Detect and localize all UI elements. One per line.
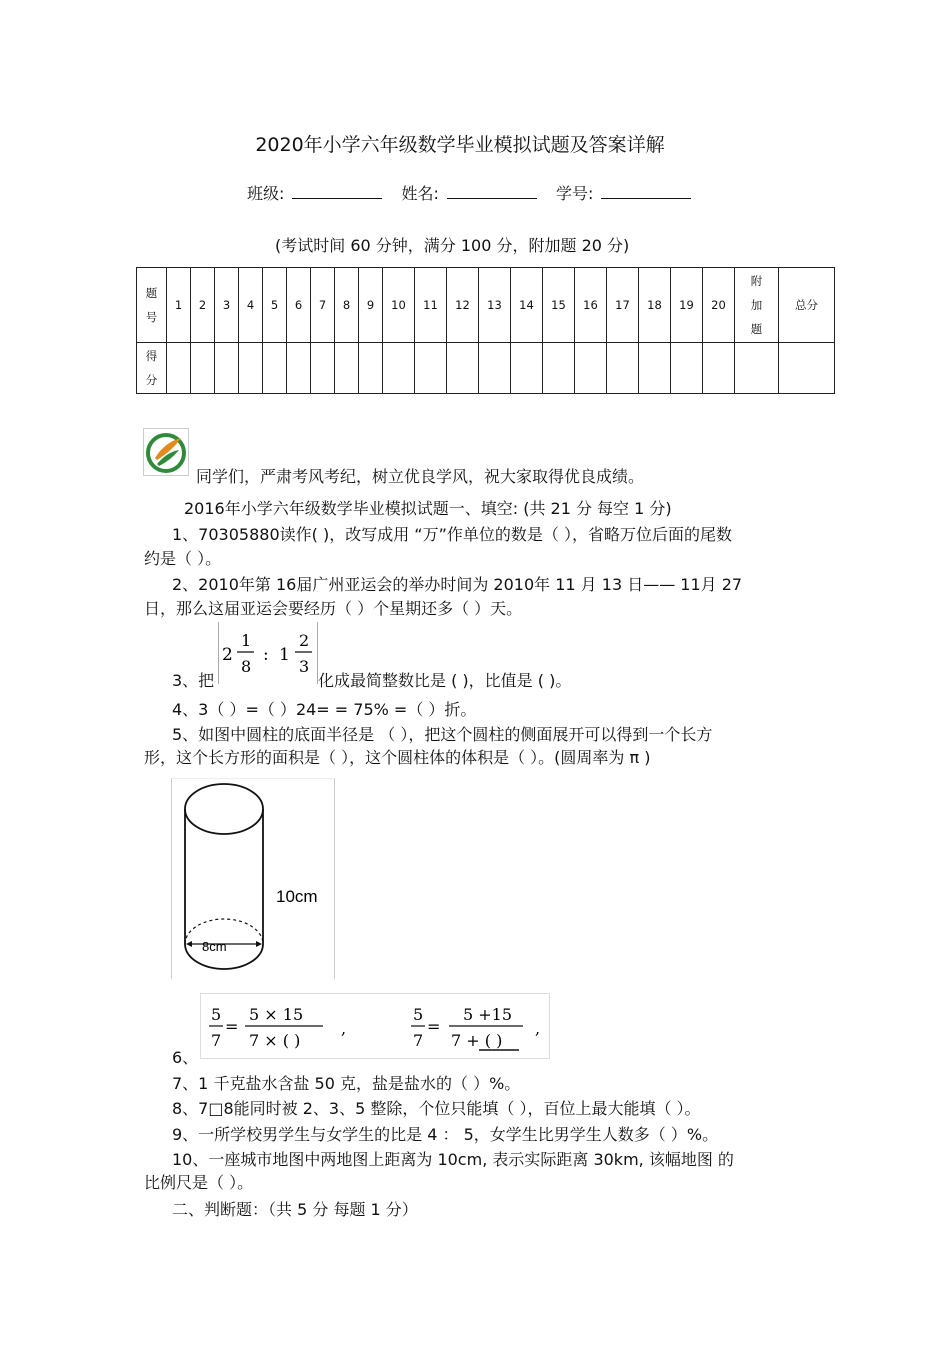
ratio-denominator-1: 8 bbox=[241, 657, 252, 676]
equation-figure bbox=[200, 993, 550, 1059]
height-label: 10cm bbox=[276, 887, 318, 906]
question-number-cell: 15 bbox=[543, 268, 575, 343]
score-table bbox=[136, 267, 835, 394]
eq2-lhs-numerator: 5 bbox=[413, 1005, 424, 1024]
question-number-cell: 10 bbox=[383, 268, 415, 343]
question-number-cell: 20 bbox=[703, 268, 735, 343]
eq2-equals: = bbox=[427, 1017, 441, 1036]
score-cell[interactable] bbox=[511, 343, 543, 394]
question-10-line-2: 比例尺是（ ）。 bbox=[144, 1173, 254, 1192]
name-blank[interactable] bbox=[447, 184, 537, 199]
diameter-label: 8cm bbox=[202, 939, 227, 954]
score-cell[interactable] bbox=[263, 343, 287, 394]
score-cell[interactable] bbox=[575, 343, 607, 394]
score-cell[interactable] bbox=[383, 343, 415, 394]
eq1-equals: = bbox=[225, 1017, 239, 1036]
intro-text: 同学们，严肃考风考纪，树立优良学风，祝大家取得优良成绩。 bbox=[196, 467, 645, 486]
cylinder-figure bbox=[171, 778, 335, 979]
score-cell[interactable] bbox=[703, 343, 735, 394]
question-number-cell: 14 bbox=[511, 268, 543, 343]
question-number-cell: 1 bbox=[167, 268, 191, 343]
question-3-prefix: 3、把 bbox=[172, 671, 215, 690]
logo-icon bbox=[143, 428, 189, 476]
score-cell[interactable] bbox=[191, 343, 215, 394]
question-4: 4、3（ ）=（ ）24= = 75% =（ ）折。 bbox=[172, 700, 477, 719]
class-label: 班级: bbox=[247, 184, 285, 203]
question-number-cell: 17 bbox=[607, 268, 639, 343]
name-label: 姓名: bbox=[401, 184, 439, 203]
diameter-arrow-left bbox=[186, 941, 192, 947]
score-cell[interactable] bbox=[287, 343, 311, 394]
score-cell[interactable] bbox=[311, 343, 335, 394]
score-cell[interactable] bbox=[215, 343, 239, 394]
total-header: 总分 bbox=[779, 268, 835, 343]
score-cell[interactable] bbox=[447, 343, 479, 394]
total-score-cell[interactable] bbox=[779, 343, 835, 394]
question-number-cell: 18 bbox=[639, 268, 671, 343]
question-9: 9、一所学校男学生与女学生的比是 4 ： 5，女学生比男学生人数多（ ）%。 bbox=[172, 1125, 719, 1144]
question-6: 6、 bbox=[172, 1048, 199, 1067]
question-1-line-2: 约是（ ）。 bbox=[144, 549, 222, 568]
extra-score-cell[interactable] bbox=[735, 343, 779, 394]
eq1-lhs-denominator: 7 bbox=[211, 1031, 222, 1050]
student-info bbox=[247, 181, 705, 204]
question-number-cell: 11 bbox=[415, 268, 447, 343]
score-cell[interactable] bbox=[359, 343, 383, 394]
score-cell[interactable] bbox=[607, 343, 639, 394]
question-3-suffix: 化成最简整数比是 ( )，比值是 ( )。 bbox=[318, 671, 572, 690]
eq2-rhs-numerator: 5 +15 bbox=[463, 1005, 513, 1024]
diameter-arrow-right bbox=[256, 941, 262, 947]
ratio-denominator-2: 3 bbox=[299, 657, 310, 676]
score-cell[interactable] bbox=[167, 343, 191, 394]
question-5-line-2: 形，这个长方形的面积是（ ），这个圆柱体的体积是（ ）。(圆周率为 π ) bbox=[144, 748, 651, 767]
id-label: 学号: bbox=[556, 184, 594, 203]
id-blank[interactable] bbox=[601, 184, 691, 199]
score-cell[interactable] bbox=[639, 343, 671, 394]
eq1-lhs-numerator: 5 bbox=[211, 1005, 222, 1024]
question-number-cell: 5 bbox=[263, 268, 287, 343]
eq-comma-2: , bbox=[535, 1019, 541, 1038]
question-number-header: 题号 bbox=[137, 268, 167, 343]
ratio-whole-2: 1 bbox=[279, 645, 290, 665]
ratio-figure bbox=[218, 622, 318, 684]
ratio-whole-1: 2 bbox=[222, 645, 233, 665]
question-number-cell: 9 bbox=[359, 268, 383, 343]
question-2-line-2: 日，那么这届亚运会要经历（ ）个星期还多（ ）天。 bbox=[144, 599, 523, 618]
page-title: 2020年小学六年级数学毕业模拟试题及答案详解 bbox=[255, 134, 665, 156]
eq1-rhs-denominator: 7 × ( ) bbox=[249, 1031, 301, 1050]
question-number-cell: 13 bbox=[479, 268, 511, 343]
extra-header: 附加题 bbox=[735, 268, 779, 343]
eq-comma-1: , bbox=[341, 1019, 347, 1038]
section-2-heading: 二、判断题：（共 5 分 每题 1 分） bbox=[172, 1200, 418, 1219]
ratio-colon: : bbox=[263, 645, 269, 665]
question-number-cell: 16 bbox=[575, 268, 607, 343]
score-cell[interactable] bbox=[335, 343, 359, 394]
ratio-numerator-1: 1 bbox=[241, 631, 252, 650]
score-cell[interactable] bbox=[671, 343, 703, 394]
question-8: 8、7□8能同时被 2、3、5 整除，个位只能填（ ），百位上最大能填（ ）。 bbox=[172, 1099, 701, 1118]
score-cell[interactable] bbox=[543, 343, 575, 394]
eq1-rhs-numerator: 5 × 15 bbox=[249, 1005, 304, 1024]
question-5-line-1: 5、如图中圆柱的底面半径是 （ ），把这个圆柱的侧面展开可以得到一个长方 bbox=[172, 725, 713, 744]
score-cell[interactable] bbox=[239, 343, 263, 394]
question-1-line-1: 1、70305880读作( )，改写成用 “万”作单位的数是（ ），省略万位后面的尾数 bbox=[172, 525, 732, 544]
question-number-cell: 4 bbox=[239, 268, 263, 343]
question-number-cell: 6 bbox=[287, 268, 311, 343]
eq2-rhs-denominator: 7 + ( ) bbox=[451, 1031, 503, 1050]
score-cell[interactable] bbox=[479, 343, 511, 394]
eq2-lhs-denominator: 7 bbox=[413, 1031, 424, 1050]
question-number-cell: 8 bbox=[335, 268, 359, 343]
question-7: 7、1 千克盐水含盐 50 克，盐是盐水的（ ）%。 bbox=[172, 1074, 521, 1093]
question-number-cell: 3 bbox=[215, 268, 239, 343]
score-cell[interactable] bbox=[415, 343, 447, 394]
question-number-cell: 19 bbox=[671, 268, 703, 343]
question-2-line-1: 2、2010年第 16届广州亚运会的举办时间为 2010年 11 月 13 日—— 11月 27 bbox=[172, 575, 743, 594]
class-blank[interactable] bbox=[292, 184, 382, 199]
ratio-numerator-2: 2 bbox=[299, 631, 310, 650]
question-number-cell: 12 bbox=[447, 268, 479, 343]
section-1-heading: 2016年小学六年级数学毕业模拟试题一、填空: (共 21 分 每空 1 分) bbox=[184, 499, 672, 518]
question-number-cell: 2 bbox=[191, 268, 215, 343]
question-number-cell: 7 bbox=[311, 268, 335, 343]
question-10-line-1: 10、一座城市地图中两地图上距离为 10cm, 表示实际距离 30km, 该幅地图 的 bbox=[172, 1150, 734, 1169]
score-header: 得分 bbox=[137, 343, 167, 394]
exam-note: (考试时间 60 分钟，满分 100 分，附加题 20 分) bbox=[275, 236, 630, 255]
cylinder-top-ellipse bbox=[185, 784, 263, 834]
